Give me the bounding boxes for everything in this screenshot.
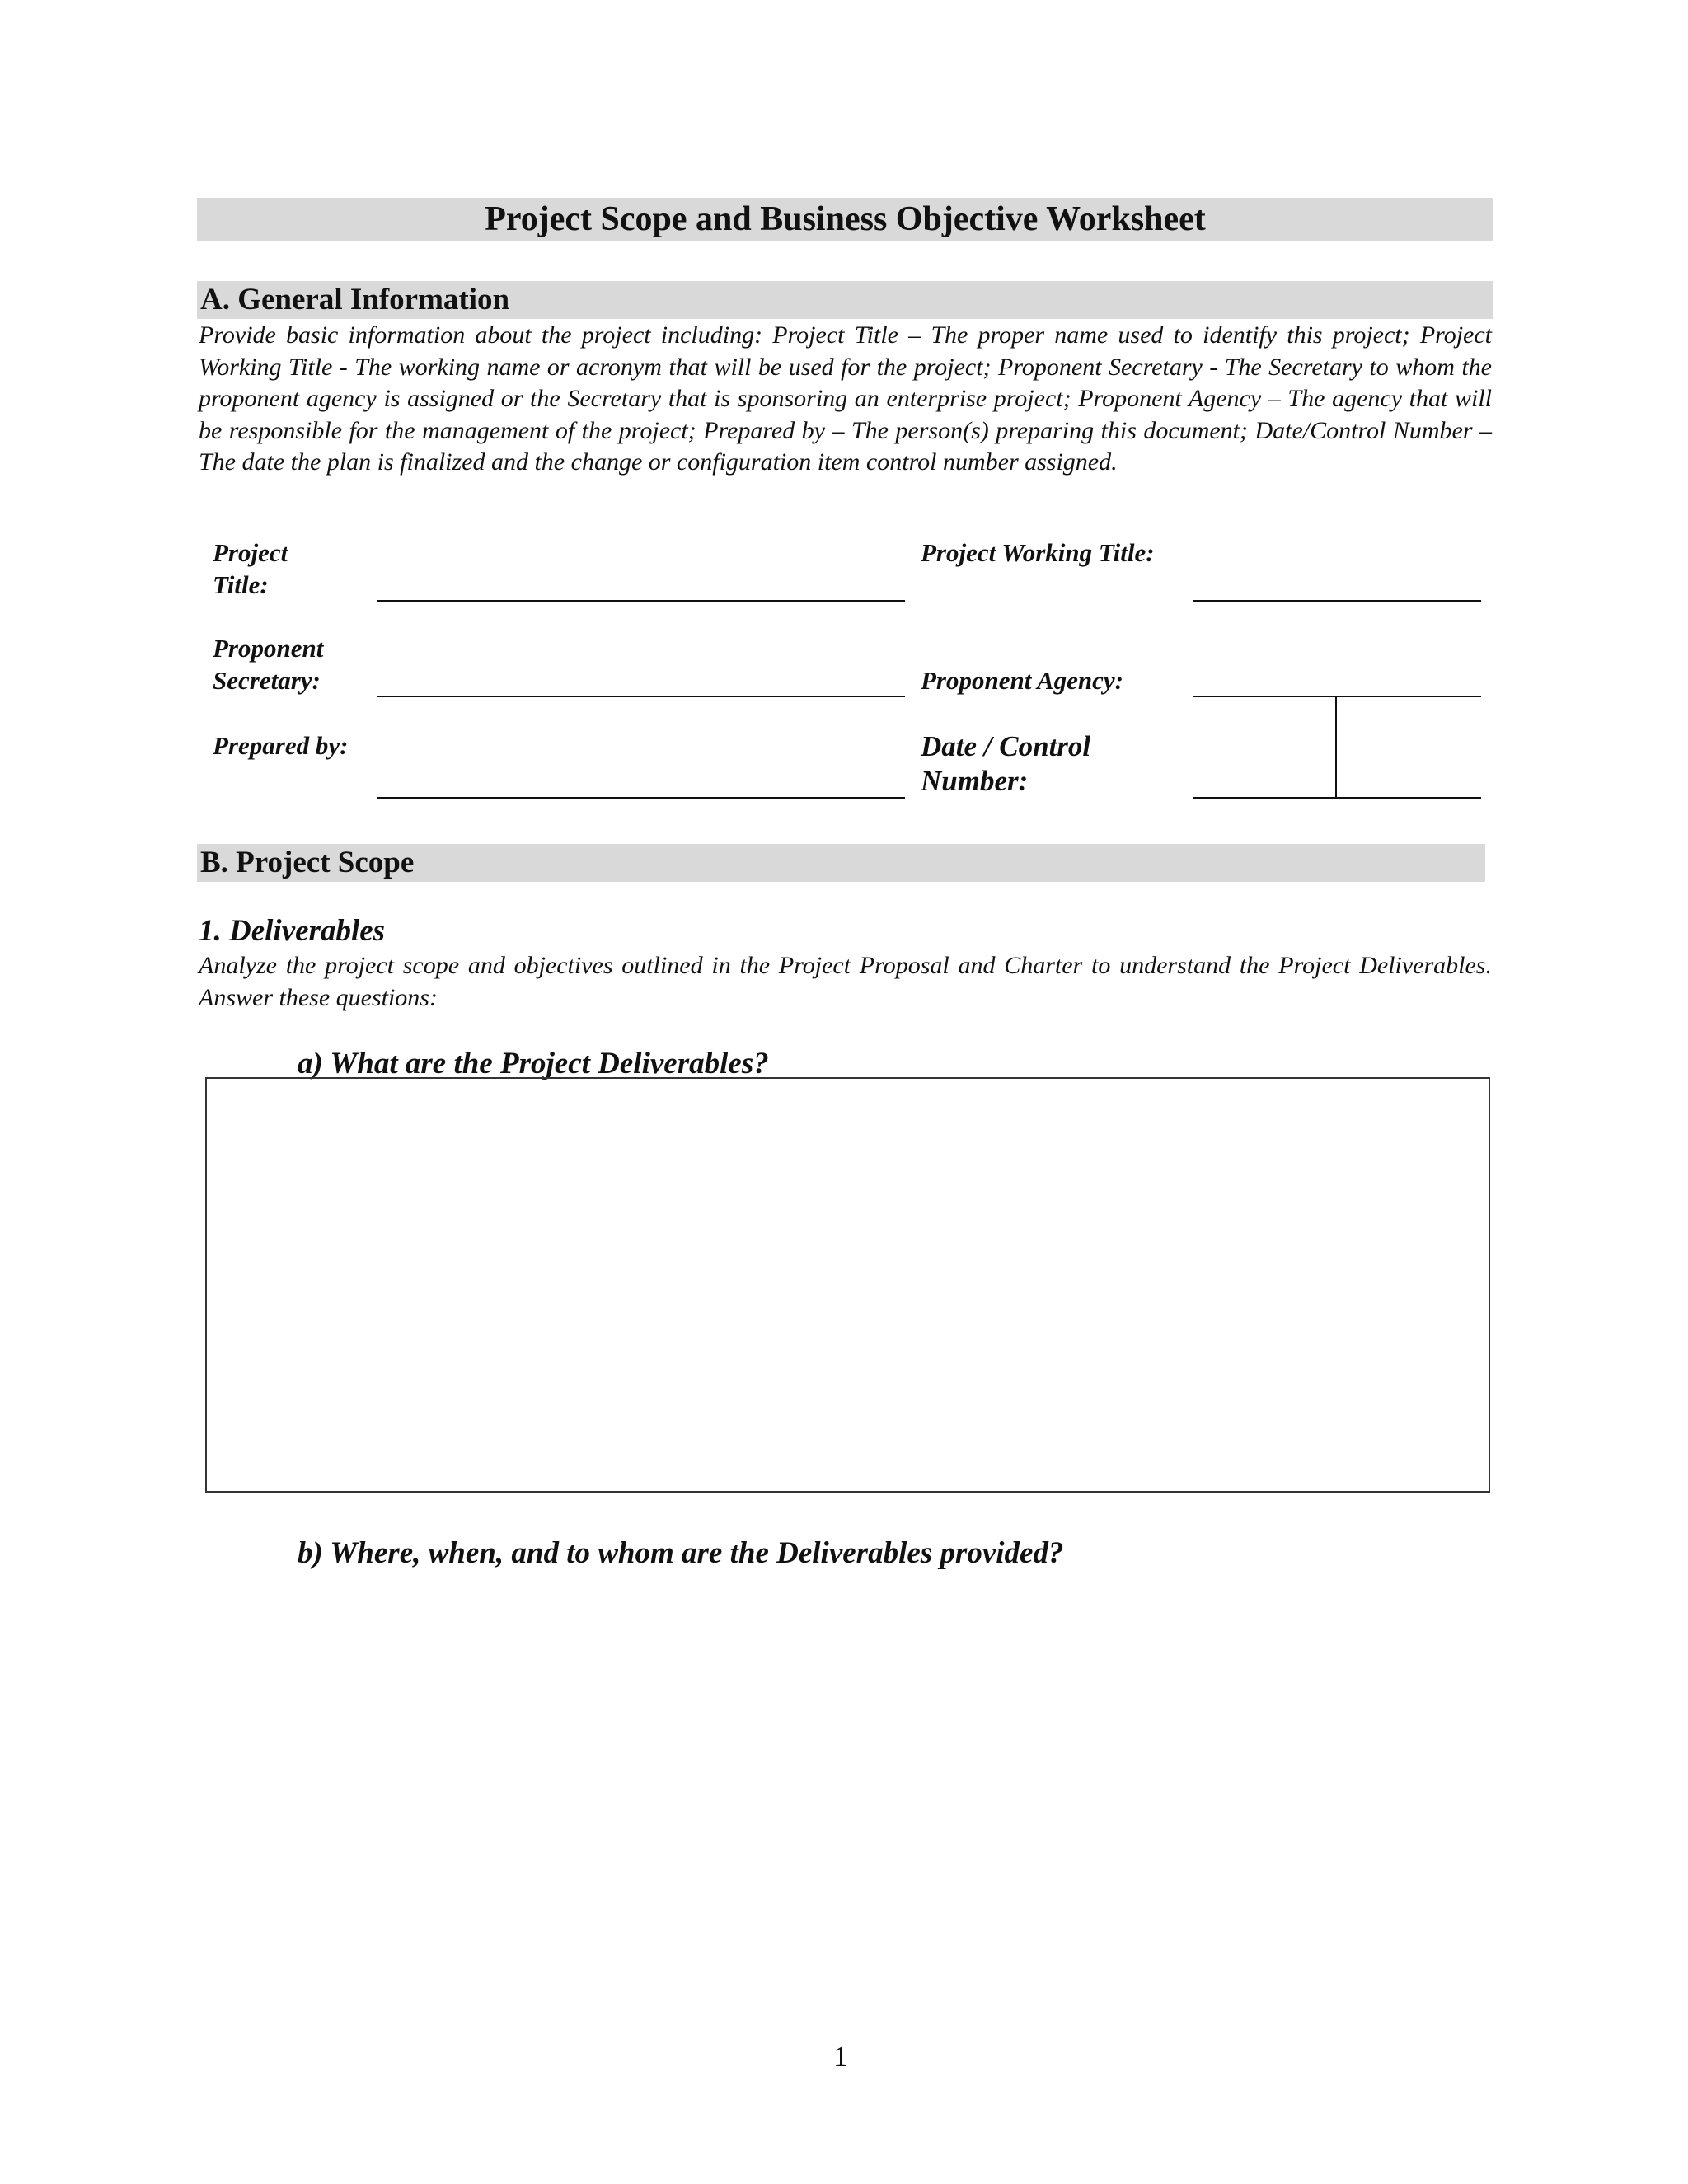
deliverables-answer-box[interactable] <box>205 1077 1490 1493</box>
prepared-by-field[interactable] <box>377 797 905 799</box>
date-control-label <box>921 729 1090 799</box>
section-a-header <box>197 281 1493 319</box>
proponent-agency-label: Proponent Agency: <box>921 666 1123 695</box>
deliverables-description: Analyze the project scope and objectives outlined in the Project Proposal and Charter to understand the Project Deliverables. Answer these questions: <box>199 952 1492 1011</box>
proponent-secretary-label-line2: Secretary: <box>213 666 321 695</box>
project-title-field[interactable] <box>377 600 905 602</box>
proponent-secretary-label <box>213 632 323 696</box>
section-a-description: Provide basic information about the project including: Project Title – The proper name used to identify this project; Project Working Title - The working name or acronym that will be used for the project; Proponent Secretary - The Secretary to whom the proponent agency is assigned or the Secretary that is sponsoring an enterprise project; Proponent Agency – The agency that will be responsible for the management of the project; Prepared by – The person(s) preparing this document; Date/Control Number – The date the plan is finalized and the change or configuration item control number assigned. <box>199 321 1492 476</box>
date-control-label-line1: Date / Control <box>921 730 1091 762</box>
proponent-secretary-field[interactable] <box>377 696 905 697</box>
control-number-field[interactable] <box>1336 797 1481 799</box>
page-title: Project Scope and Business Objective Worksheet <box>485 200 1206 238</box>
section-b-header <box>197 844 1485 882</box>
title-bar <box>197 198 1493 241</box>
project-title-label <box>213 537 288 601</box>
deliverables-heading: 1. Deliverables <box>199 914 386 948</box>
date-control-divider <box>1335 696 1337 798</box>
prepared-by-label: Prepared by: <box>213 731 349 760</box>
section-a-heading: A. General Information <box>200 283 510 316</box>
proponent-agency-field[interactable] <box>1193 696 1481 697</box>
working-title-label: Project Working Title: <box>921 538 1155 567</box>
date-control-label-line2: Number: <box>921 765 1029 797</box>
date-field[interactable] <box>1193 797 1336 799</box>
proponent-secretary-label-line1: Proponent <box>213 634 324 663</box>
working-title-field[interactable] <box>1193 600 1481 602</box>
page-number: 1 <box>833 2040 848 2073</box>
project-title-label-line1: Project <box>213 538 288 567</box>
project-title-label-line2: Title: <box>213 570 269 599</box>
question-a: a) What are the Project Deliverables? <box>298 1047 769 1080</box>
question-b: b) Where, when, and to whom are the Deliverables provided? <box>298 1536 1064 1570</box>
section-b-heading: B. Project Scope <box>200 846 415 879</box>
